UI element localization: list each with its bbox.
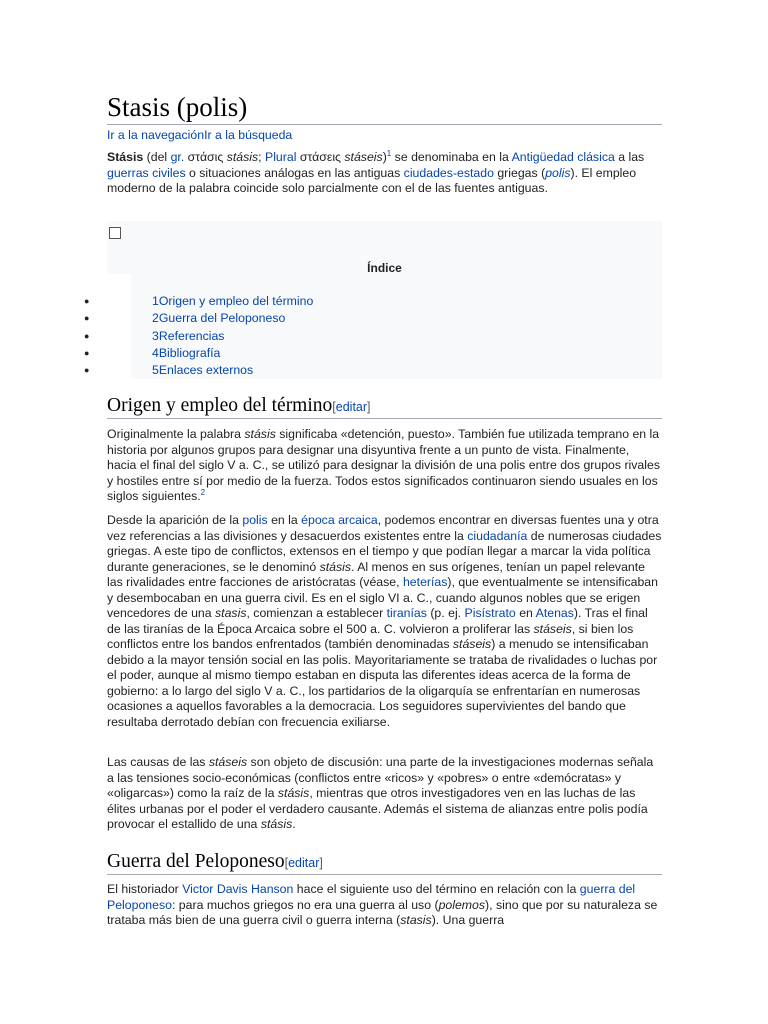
inline-link[interactable]: gr. bbox=[170, 150, 185, 164]
lead-paragraph bbox=[107, 150, 662, 197]
jump-links[interactable] bbox=[107, 127, 292, 143]
bullet-icon: ● bbox=[84, 365, 90, 376]
paragraph-3 bbox=[107, 755, 662, 833]
italic-term: stásis bbox=[319, 559, 352, 574]
italic-term: stasis bbox=[400, 913, 432, 927]
text-run: en la bbox=[267, 513, 302, 527]
text-run: Originalmente la palabra bbox=[107, 427, 245, 441]
text-run: Desde la aparición de la bbox=[107, 513, 243, 527]
inline-link[interactable]: guerra del Peloponeso bbox=[107, 882, 636, 912]
section-heading-guerra: Guerra del Peloponeso[editar] bbox=[107, 849, 662, 875]
section-heading-origen: Origen y empleo del término[editar] bbox=[107, 393, 662, 419]
edit-section-link[interactable]: [editar] bbox=[284, 856, 323, 870]
toc-item-label[interactable]: Referencias bbox=[158, 328, 225, 343]
toc-item[interactable]: ● 2Guerra del Peloponeso bbox=[0, 310, 662, 327]
text-run: ) a menudo se intensificaban debido a la mayor tensión social en las polis. Mayoritariamente se trataba de rivalidades o luchas por el poder, aunque al mismo tiempo estaban en disputa las diferentes ideas acerca de la forma de gobierno: a lo largo del siglo V a. C., los partidarios de la oligarquía se enfrentarían en numerosas ocasiones a aquellos favorables a la democracia. Los seguidores supervivientes del bando que resultaba derrotado debían con frecuencia exiliarse. bbox=[107, 637, 658, 729]
italic-term: stáseis bbox=[208, 755, 248, 769]
italic-term: stásis bbox=[226, 150, 259, 164]
text-run: hace el siguiente uso del término en relación con la bbox=[293, 882, 580, 896]
page-title: Stasis (polis) bbox=[107, 86, 662, 125]
text-run: ). Una guerra bbox=[431, 913, 505, 927]
text-run: son objeto de discusión: una parte de la investigaciones modernas señala a las tensiones socio-económicas (conflictos entre «ricos» y «pobres» o entre «demócratas» y «oligarcas») como la raíz de la bbox=[107, 755, 654, 800]
italic-term: stásis bbox=[277, 786, 310, 800]
text-run: . bbox=[292, 817, 296, 831]
italic-term: stáseis bbox=[344, 150, 383, 164]
text-run: , podemos encontrar en diversas fuentes una y otra vez referencias a las divisiones y desacuerdos existentes entre la bbox=[107, 513, 659, 543]
edit-section-link[interactable]: [editar] bbox=[332, 400, 371, 414]
text-run: de numerosas ciudades griegas. A este tipo de conflictos, extensos en el tiempo y que podían llegar a marcar la vida política durante generaciones, se le denominó bbox=[107, 528, 662, 574]
toc-toggle-checkbox[interactable] bbox=[109, 227, 121, 239]
paragraph-1 bbox=[107, 427, 662, 505]
bullet-icon: ● bbox=[84, 330, 90, 341]
text-run: ; bbox=[258, 150, 265, 164]
inline-link[interactable]: Pisístrato bbox=[464, 606, 516, 620]
paragraph-4 bbox=[107, 882, 662, 929]
toc-item[interactable]: ● 1Origen y empleo del término bbox=[0, 293, 662, 310]
text-run: στάσεις bbox=[296, 150, 345, 164]
toc-list bbox=[0, 293, 662, 379]
text-run: o situaciones análogas en las antiguas bbox=[185, 165, 404, 180]
bullet-icon: ● bbox=[84, 296, 90, 306]
inline-link[interactable]: Atenas bbox=[535, 606, 574, 620]
inline-link[interactable]: tiranías bbox=[386, 606, 427, 620]
paragraph-2 bbox=[107, 513, 662, 730]
inline-link[interactable]: ciudades-estado bbox=[403, 165, 494, 180]
text-run: (del bbox=[143, 150, 171, 164]
text-run: : para muchos griegos no era una guerra al uso ( bbox=[171, 897, 439, 912]
italic-term: stásis bbox=[260, 817, 293, 831]
text-run: Las causas de las bbox=[107, 755, 209, 769]
bold-term: Stásis bbox=[107, 150, 144, 164]
reference-link[interactable]: 2 bbox=[200, 488, 206, 497]
inline-link[interactable]: Antigüedad clásica bbox=[511, 150, 615, 164]
text-run: , comienzan a establecer bbox=[246, 606, 387, 620]
inline-link[interactable]: polis bbox=[242, 513, 268, 527]
toc-title: Índice bbox=[367, 261, 402, 275]
toc-item[interactable]: ● 4Bibliografía bbox=[0, 345, 662, 362]
inline-link[interactable]: polis bbox=[545, 165, 571, 180]
bullet-icon: ● bbox=[84, 347, 90, 358]
text-run: significaba «detención, puesto». También fue utilizada temprano en la historia por algunos grupos para designar una disyuntiva frente a un punto de vista. Finalmente, hacia el final del siglo V a. C., se utilizó para designar la división de una polis entre dos grupos rivales y hostiles entre sí por medio de la fuerza. Todos estos significados continuaron siendo usuales en los siglos siguientes. bbox=[107, 427, 660, 503]
italic-term: stáseis bbox=[452, 637, 492, 651]
toc-item-label[interactable]: Bibliografía bbox=[158, 345, 221, 360]
italic-term: stáseis bbox=[533, 621, 572, 636]
inline-link[interactable]: Plural bbox=[265, 150, 297, 164]
inline-link[interactable]: guerras civiles bbox=[107, 165, 186, 180]
reference-link[interactable]: 1 bbox=[386, 149, 392, 158]
text-run: στάσις bbox=[184, 150, 227, 164]
toc-item[interactable]: ● 5Enlaces externos bbox=[0, 362, 662, 379]
text-run: . Al menos en sus orígenes, tenían un papel relevante las rivalidades entre facciones de aristócratas (véase, bbox=[107, 559, 646, 589]
text-run: ), sino que por su naturaleza se trataba más bien de una guerra civil o guerra interna ( bbox=[107, 897, 658, 927]
italic-term: stásis bbox=[244, 427, 276, 441]
italic-term: polemos bbox=[438, 897, 486, 912]
italic-term: stasis bbox=[215, 606, 247, 620]
text-run: griegas ( bbox=[493, 165, 546, 180]
toc-item-label[interactable]: Guerra del Peloponeso bbox=[158, 311, 286, 326]
text-run: El historiador bbox=[107, 882, 183, 896]
text-run: ). Tras el final de las tiranías de la Época Arcaica sobre el 500 a. C. volvieron a proliferar las bbox=[107, 606, 648, 636]
table-of-contents bbox=[84, 221, 662, 379]
jump-link[interactable]: Ir a la navegaciónIr a la búsqueda bbox=[107, 128, 293, 142]
text-run: , mientras que otros investigadores ven en las luchas de las élites urbanas por el poder el verdadero causante. Además el sistema de alianzas entre polis podía provocar el estallido de una bbox=[107, 786, 648, 831]
toc-item[interactable]: ● 3Referencias bbox=[0, 328, 662, 345]
text-run: , si bien los conflictos entre los bandos enfrentados (también denominadas bbox=[107, 621, 634, 651]
text-run: ) bbox=[382, 150, 387, 164]
text-run: ), que eventualmente se intensificaban y desembocaban en una guerra civil. Es en el siglo VI a. C., cuando algunos nobles que se erigen vencedores de una bbox=[107, 575, 658, 620]
text-run: (p. ej. bbox=[426, 606, 465, 620]
inline-link[interactable]: ciudadanía bbox=[467, 528, 528, 543]
text-run: ). El empleo moderno de la palabra coincide solo parcialmente con el de las fuentes antiguas. bbox=[107, 165, 637, 196]
inline-link[interactable]: heterías bbox=[402, 575, 448, 589]
text-run: a las bbox=[614, 150, 645, 164]
toc-item-label[interactable]: Enlaces externos bbox=[158, 363, 254, 378]
text-run: se denominaba en la bbox=[391, 150, 512, 164]
inline-link[interactable]: Victor Davis Hanson bbox=[182, 882, 294, 896]
toc-item-label[interactable]: Origen y empleo del término bbox=[158, 294, 314, 308]
inline-link[interactable]: época arcaica bbox=[301, 513, 378, 527]
bullet-icon: ● bbox=[84, 313, 90, 324]
text-run: en bbox=[515, 606, 536, 620]
